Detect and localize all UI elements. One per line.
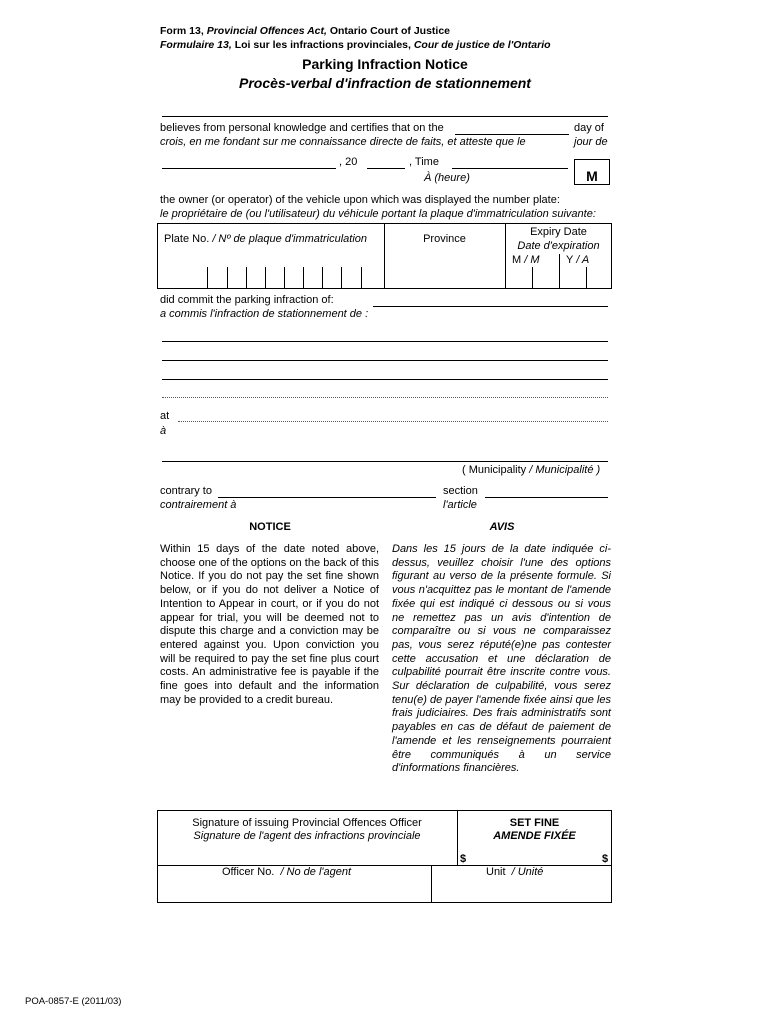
signature-field[interactable] [158, 845, 456, 864]
form-code: POA-0857-E (2011/03) [25, 996, 122, 1007]
municipality-field[interactable] [162, 461, 608, 462]
set-fine-label: SET FINE [509, 817, 560, 829]
officer-no-field[interactable] [158, 880, 430, 902]
set-fine-amount-field[interactable] [470, 849, 600, 864]
infraction-dotted-line [162, 397, 608, 398]
at-label-en: at [160, 410, 170, 422]
signature-label-fr: Signature de l'agent des infractions provinciale [193, 830, 421, 842]
expiry-tick [559, 254, 560, 267]
form-header [160, 24, 551, 52]
plate-char-tick [265, 267, 266, 289]
plate-char-tick [207, 267, 208, 289]
expiry-tick [532, 267, 533, 289]
infraction-line-4[interactable] [162, 379, 608, 380]
page-title-fr: Procès-verbal d'infraction de stationnement [239, 75, 531, 91]
amende-fixee-label: AMENDE FIXÉE [493, 830, 576, 842]
section-label-en: section [443, 485, 478, 497]
plate-char-tick [303, 267, 304, 289]
municipality-label: ( Municipality / Municipalité ) [462, 464, 601, 476]
avis-heading: AVIS [489, 521, 515, 533]
infraction-label-fr: a commis l'infraction de stationnement de : [160, 308, 369, 320]
section-label-fr: l'article [443, 499, 477, 511]
month-field[interactable] [162, 168, 336, 169]
notice-body-fr: Dans les 15 jours de la date indiquée ci-dessus, veuillez choisir l'une des options figurant au verso de la présente formule. Si vous n'acquittez pas le montant de l'amende fixée qui est indiqué ci dessous ou si vous ne remettez pas un avis d'intention de comparaître ou si vous ne comparaissez pas, vous serez réputé(e)ne pas contester cette accusation et une déclaration de culpabilité pourrait être inscrite contre vous. Sur déclaration de culpabilité, vous serez tenu(e) de payer l'amende fixée ainsi que les frais judiciaires. Des frais administratifs sont payables en cas de défaut de paiement de l'amende et les renseignements pourraient être communiqués à un service d'informations financières. [392, 543, 611, 775]
form-number-line-en: Form 13, Provincial Offences Act, Ontario Court of Justice [160, 25, 451, 37]
officer-no-label: Officer No. / No de l'agent [222, 866, 352, 878]
notice-body-en: Within 15 days of the date noted above, choose one of the options on the back of this Notice. If you do not pay the set fine shown below, or if you do not deliver a Notice of Intention to Appear in court, or if you do not appear for trial, you will be deemed not to dispute this charge and a conviction may be entered against you. Upon conviction you will be required to pay the set fine plus court costs. An administrative fee is payable if the fine goes into default and the information may be provided to a credit bureau. [160, 543, 379, 706]
certify-text-fr: crois, en me fondant sur me connaissance directe de faits, et atteste que le [160, 136, 526, 148]
contrary-field[interactable] [218, 497, 436, 498]
province-label: Province [423, 233, 466, 245]
plate-char-tick [341, 267, 342, 289]
day-of-label-fr: jour de [574, 136, 608, 148]
expiry-date-label-en: Expiry Date [530, 226, 587, 238]
owner-text-fr: le propriétaire de (ou l'utilisateur) du véhicule portant la plaque d'immatriculation suivante: [160, 208, 596, 220]
date-day-field[interactable] [455, 134, 569, 135]
plate-char-tick [361, 267, 362, 289]
set-fine-dollar-right: $ [602, 853, 609, 865]
unit-label: Unit / Unité [486, 866, 544, 878]
time-label-fr: À (heure) [424, 172, 470, 184]
expiry-date-label-fr: Date d'expiration [517, 240, 600, 252]
expiry-tick [559, 267, 560, 289]
page-title-en: Parking Infraction Notice [302, 56, 468, 72]
plate-no-label: Plate No. / Nº de plaque d'immatriculation [164, 233, 368, 245]
infraction-label-en: did commit the parking infraction of: [160, 294, 334, 306]
contrary-label-fr: contrairement à [160, 499, 237, 511]
m-box[interactable]: M [574, 159, 610, 185]
expiry-month-label: M / M [512, 254, 540, 266]
expiry-year-label: Y / A [566, 254, 590, 266]
at-label-fr: à [160, 425, 167, 437]
form-number-line-fr: Formulaire 13, Loi sur les infractions provinciales, Cour de justice de l'Ontario [160, 39, 551, 51]
time-label-en: , Time [409, 156, 439, 168]
certify-text-en: believes from personal knowledge and certifies that on the [160, 122, 444, 134]
year-field[interactable] [367, 168, 405, 169]
time-field[interactable] [452, 168, 568, 169]
infraction-line-2[interactable] [162, 341, 608, 342]
plate-char-tick [246, 267, 247, 289]
officer-name-line[interactable] [162, 116, 608, 117]
location-field[interactable] [178, 421, 608, 422]
contrary-label-en: contrary to [160, 485, 212, 497]
plate-char-tick [284, 267, 285, 289]
set-fine-dollar-left: $ [460, 853, 467, 865]
plate-char-tick [322, 267, 323, 289]
infraction-field[interactable] [373, 306, 608, 307]
year-prefix: , 20 [339, 156, 358, 168]
plate-char-tick [227, 267, 228, 289]
day-of-label-en: day of [574, 122, 604, 134]
infraction-line-3[interactable] [162, 360, 608, 361]
unit-field[interactable] [432, 880, 611, 902]
expiry-tick [586, 267, 587, 289]
owner-text-en: the owner (or operator) of the vehicle upon which was displayed the number plate: [160, 194, 560, 206]
notice-heading: NOTICE [249, 521, 291, 533]
signature-label-en: Signature of issuing Provincial Offences Officer [192, 817, 422, 829]
section-field[interactable] [485, 497, 608, 498]
